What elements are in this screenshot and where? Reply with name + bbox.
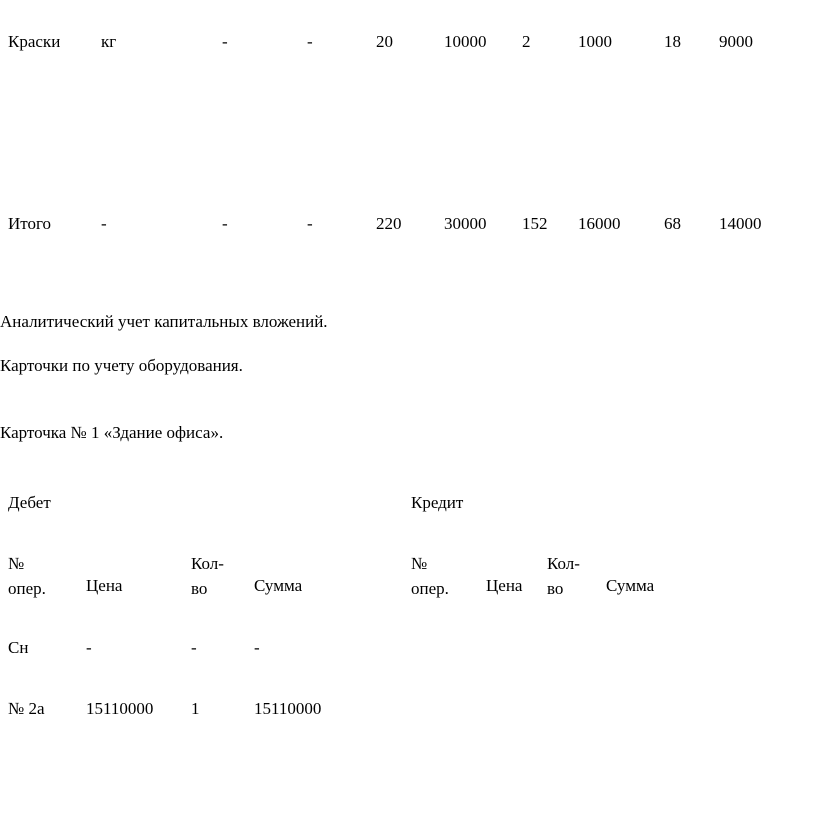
total-col10: 14000 — [719, 214, 762, 233]
total-col7: 152 — [522, 214, 548, 233]
heading-cards: Карточки по учету оборудования. — [0, 356, 243, 375]
item-col7: 2 — [522, 32, 531, 51]
credit-op-header: № опер. — [411, 554, 449, 598]
debit-price-header: Цена — [86, 576, 123, 595]
total-unit: - — [101, 214, 107, 233]
item-col5: 20 — [376, 32, 393, 51]
row-price: 15110000 — [86, 699, 154, 718]
row-sum: 15110000 — [254, 699, 322, 718]
item-unit: кг — [101, 32, 117, 51]
row-price: - — [86, 638, 92, 657]
row-op: № 2а — [8, 699, 45, 718]
total-label: Итого — [8, 214, 52, 233]
row-sum: - — [254, 638, 260, 657]
item-col6: 10000 — [444, 32, 487, 51]
debit-qty-header: Кол- во — [191, 554, 224, 598]
row-op: Сн — [8, 638, 29, 657]
debit-op-header: № опер. — [8, 554, 46, 598]
debit-label: Дебет — [8, 493, 51, 512]
item-col8: 1000 — [578, 32, 612, 51]
total-col3: - — [222, 214, 228, 233]
item-name: Краски — [8, 32, 61, 51]
credit-label: Кредит — [411, 493, 464, 512]
credit-price-header: Цена — [486, 576, 523, 595]
credit-qty-header: Кол- во — [547, 554, 580, 598]
total-col6: 30000 — [444, 214, 487, 233]
heading-card-1: Карточка № 1 «Здание офиса». — [0, 423, 224, 442]
item-col9: 18 — [664, 32, 681, 51]
total-col9: 68 — [664, 214, 681, 233]
row-qty: - — [191, 638, 197, 657]
total-col4: - — [307, 214, 313, 233]
item-col3: - — [222, 32, 228, 51]
total-col5: 220 — [376, 214, 402, 233]
item-col4: - — [307, 32, 313, 51]
item-col10: 9000 — [719, 32, 753, 51]
credit-sum-header: Сумма — [606, 576, 655, 595]
row-qty: 1 — [191, 699, 200, 718]
total-col8: 16000 — [578, 214, 621, 233]
heading-analytics: Аналитический учет капитальных вложений. — [0, 312, 328, 331]
debit-sum-header: Сумма — [254, 576, 303, 595]
